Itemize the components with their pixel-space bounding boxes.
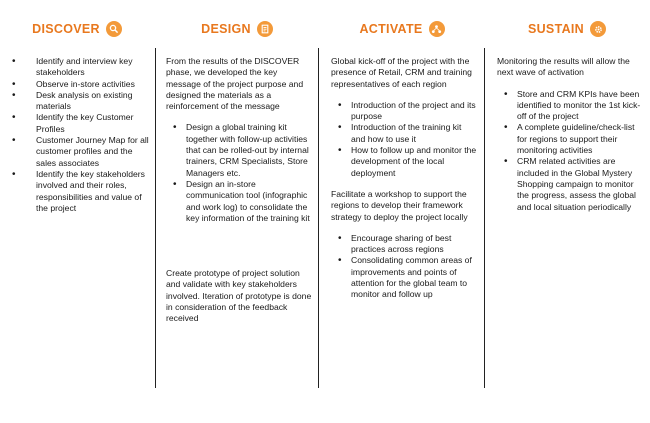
activate-title: ACTIVATE (359, 22, 423, 36)
discover-list (0, 56, 150, 214)
column-discover (0, 14, 154, 423)
design-outro: Create prototype of project solution and validate with key stakeholders involved. Iteration of prototype is done in consideration of the feedback received (166, 268, 312, 324)
discover-header (0, 14, 154, 44)
discover-title: DISCOVER (32, 22, 100, 36)
column-divider (484, 48, 485, 388)
sustain-list (497, 89, 642, 213)
column-sustain (488, 14, 646, 423)
column-design (157, 14, 317, 423)
column-divider (155, 48, 156, 388)
list-item: • A complete guideline/check-list for regions to support their monitoring activities (497, 122, 642, 156)
list-item: • Store and CRM KPIs have been identified to monitor the 1st kick-off of the project (497, 89, 642, 123)
list-item: • CRM related activities are included in the Global Mystery Shopping campaign to monitor the progress, assess the global and local situation periodically (497, 156, 642, 212)
list-item: • Customer Journey Map for all customer profiles and the sales associates (0, 135, 150, 169)
list-item: • Introduction of the project and its purpose (331, 100, 478, 123)
activate-middle: Facilitate a workshop to support the regions to develop their framework strategy to deploy the project locally (331, 188, 468, 222)
design-body (157, 56, 317, 325)
activate-header (322, 14, 482, 44)
magnifier-icon (106, 21, 122, 37)
spacer (166, 224, 313, 268)
list-item: • Introduction of the training kit and how to use it (331, 122, 478, 145)
activate-list (331, 100, 478, 179)
gear-icon (590, 21, 606, 37)
list-item: • Observe in-store activities (0, 79, 150, 90)
design-title: DESIGN (201, 22, 251, 36)
discover-body (0, 56, 154, 214)
list-item: • How to follow up and monitor the development of the local deployment (331, 145, 478, 179)
design-intro: From the results of the DISCOVER phase, we developed the key message of the project purpose and designed the materials as a reinforcement of the message (166, 56, 304, 112)
list-item: • Identify and interview key stakeholders (0, 56, 150, 79)
list-item: • Encourage sharing of best practices across regions (331, 233, 478, 256)
sustain-intro: Monitoring the results will allow the next wave of activation (497, 56, 630, 78)
sustain-body (488, 56, 646, 213)
document-icon (257, 21, 273, 37)
activate-list-2 (331, 233, 478, 301)
sustain-header (488, 14, 646, 44)
list-item: • Design an in-store communication tool (infographic and work log) to consolidate the key information of the training kit (166, 179, 313, 224)
activate-body (322, 56, 482, 301)
list-item: • Identify the key Customer Profiles (0, 112, 150, 135)
list-item: • Consolidating common areas of improvements and points of attention for the global team to monitor and follow up (331, 255, 478, 300)
people-network-icon (429, 21, 445, 37)
column-divider (318, 48, 319, 388)
column-activate (322, 14, 482, 423)
design-header (157, 14, 317, 44)
list-item: • Identify the key stakeholders involved and their roles, responsibilities and value of the project (0, 169, 150, 214)
activate-intro: Global kick-off of the project with the presence of Retail, CRM and training representatives of each region (331, 56, 472, 89)
sustain-title: SUSTAIN (527, 22, 585, 36)
list-item: • Desk analysis on existing materials (0, 90, 150, 113)
list-item: • Design a global training kit together with follow-up activities that can be rolled-out by internal trainers, CRM Specialists, Store Managers etc. (166, 122, 313, 178)
design-list (166, 122, 313, 224)
